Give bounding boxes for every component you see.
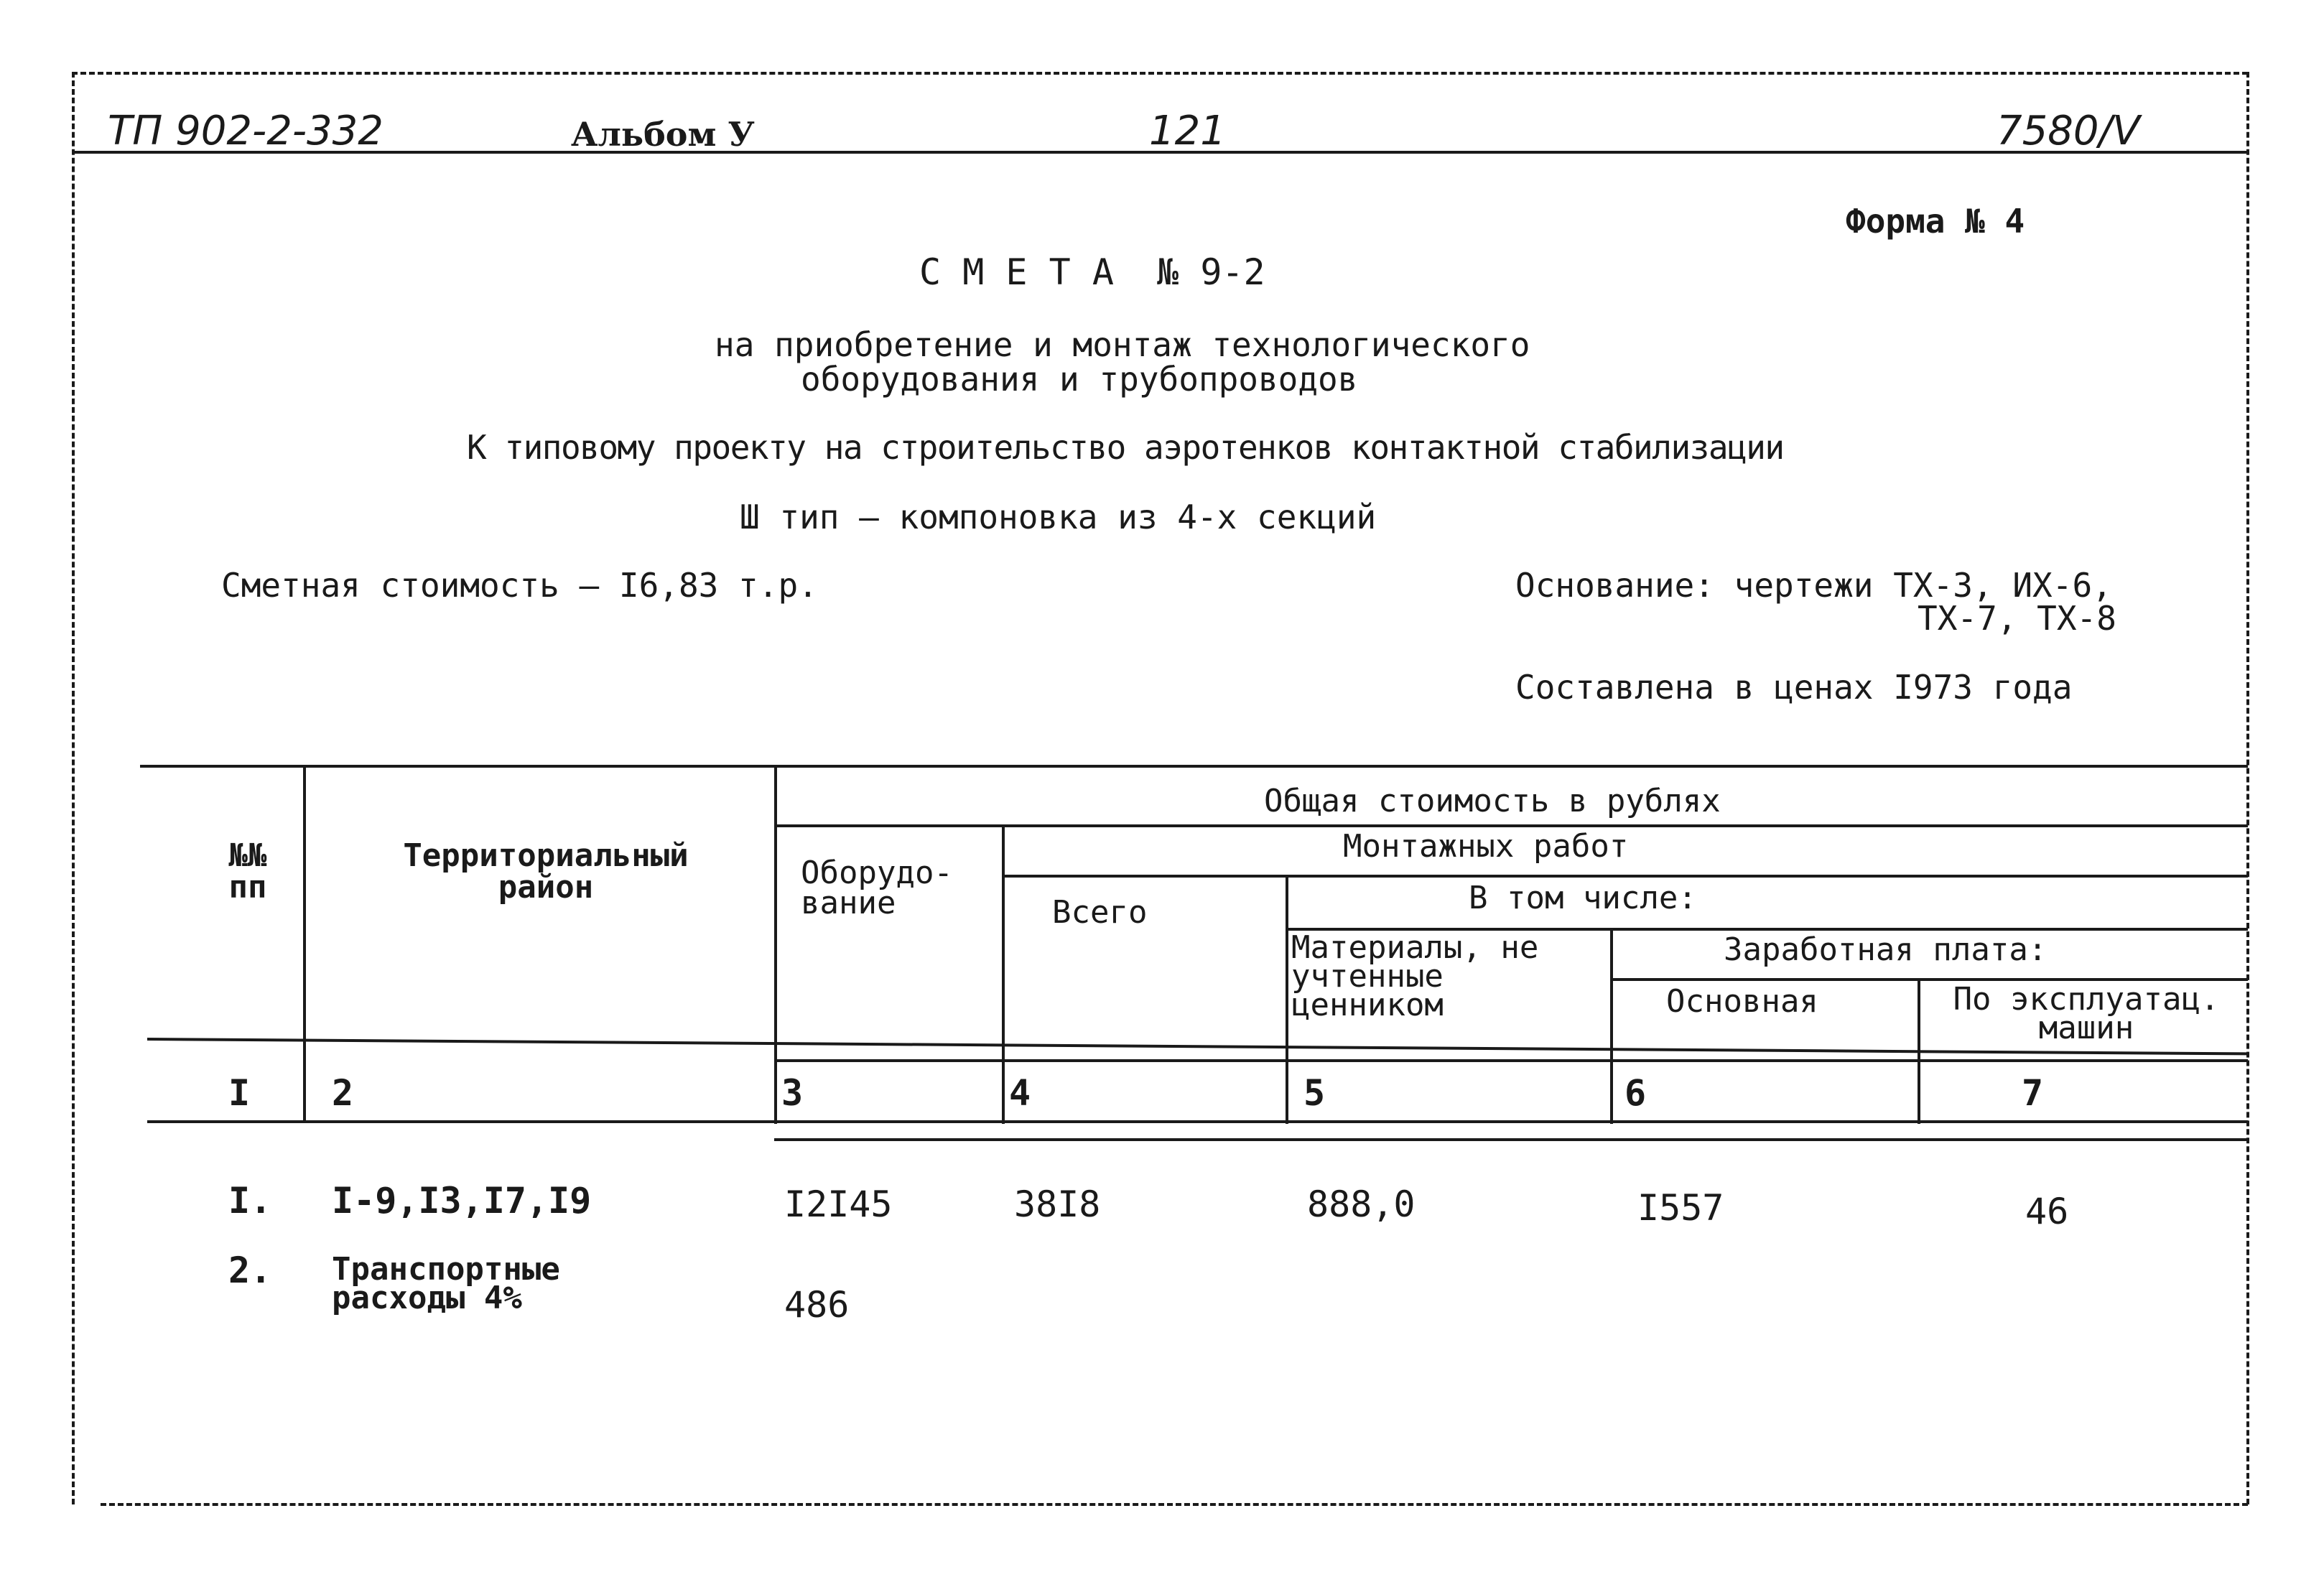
project-line: К типовому проекту на строительство аэротенков контактной стабилизации (467, 428, 1784, 467)
header-region: Территориальный район (403, 837, 689, 906)
sheet-code: 7580/V (1997, 108, 2140, 154)
header-machines: По эксплуатац. машин (1953, 981, 2220, 1046)
header-installation: Монтажных работ (1343, 828, 1629, 865)
row1-num: I. (228, 1180, 272, 1222)
row1-all: 38I8 (1014, 1183, 1101, 1225)
column-number-6: 6 (1625, 1072, 1647, 1114)
frame-bottom-line (101, 1503, 2248, 1506)
row1-materials: 888,0 (1307, 1183, 1416, 1225)
row1-basic: I557 (1637, 1187, 1724, 1229)
type-line: Ш тип – компоновка из 4-х секций (740, 498, 1377, 536)
column-number-5: 5 (1303, 1072, 1326, 1114)
column-number-7: 7 (2022, 1072, 2044, 1114)
header-basic: Основная (1666, 983, 1818, 1020)
album-label: Альбом У (571, 115, 755, 154)
column-number-4: 4 (1009, 1072, 1031, 1114)
header-number: №№ пп (228, 837, 267, 906)
header-materials: Материалы, не учтенные ценником (1291, 929, 1539, 1023)
column-number-3: 3 (781, 1072, 804, 1114)
subtitle-line2: оборудования и трубопроводов (801, 360, 1358, 399)
frame-right-line (2246, 72, 2249, 1504)
line-under-installation (1002, 875, 2248, 878)
row1-machines: 46 (2025, 1191, 2069, 1232)
prices-line: Составлена в ценах I973 года (1515, 668, 2073, 707)
line-under-total-cost (774, 824, 2248, 827)
col-divider-2 (774, 765, 777, 1124)
col-divider-4 (1286, 876, 1288, 1124)
row2-equipment: 486 (784, 1284, 850, 1326)
basis-line1: Основание: чертежи ТХ-3, ИХ-6, (1515, 566, 2112, 605)
frame-top-line (72, 72, 2248, 75)
column-numbers-top-line (774, 1059, 2248, 1062)
column-numbers-bottom-line (147, 1120, 2248, 1123)
col-divider-3 (1002, 826, 1005, 1124)
project-code: ТП 902-2-332 (108, 108, 384, 154)
page-number: 121 (1149, 108, 1226, 154)
table-top-line (140, 765, 2248, 768)
form-number: Форма № 4 (1846, 202, 2025, 241)
row1-region: I-9,I3,I7,I9 (332, 1180, 592, 1222)
header-total-cost: Общая стоимость в рублях (1264, 783, 1721, 819)
document-title: С М Е Т А № 9-2 (919, 251, 1265, 293)
estimated-cost: Сметная стоимость – I6,83 т.р. (221, 566, 818, 605)
row2-num: 2. (228, 1250, 272, 1291)
col-divider-6 (1918, 978, 1920, 1124)
column-number-2: 2 (332, 1072, 354, 1114)
basis-line2: ТХ-7, ТХ-8 (1918, 599, 2116, 638)
header-including: В том числе: (1469, 880, 1697, 916)
row1-equipment: I2I45 (784, 1183, 893, 1225)
subtitle-line1: на приобретение и монтаж технологического (715, 325, 1530, 364)
row2-region: Транспортные расходы 4% (332, 1251, 560, 1316)
col-divider-1 (303, 765, 306, 1120)
header-all: Всего (1052, 894, 1148, 931)
column-number-1: I (228, 1072, 251, 1114)
header-wages: Заработная плата: (1724, 931, 2048, 968)
table-body-top-line (774, 1138, 2248, 1141)
frame-left-line (72, 72, 75, 1504)
header-equipment: Оборудо-вание (801, 855, 953, 921)
col-divider-5 (1610, 928, 1613, 1124)
